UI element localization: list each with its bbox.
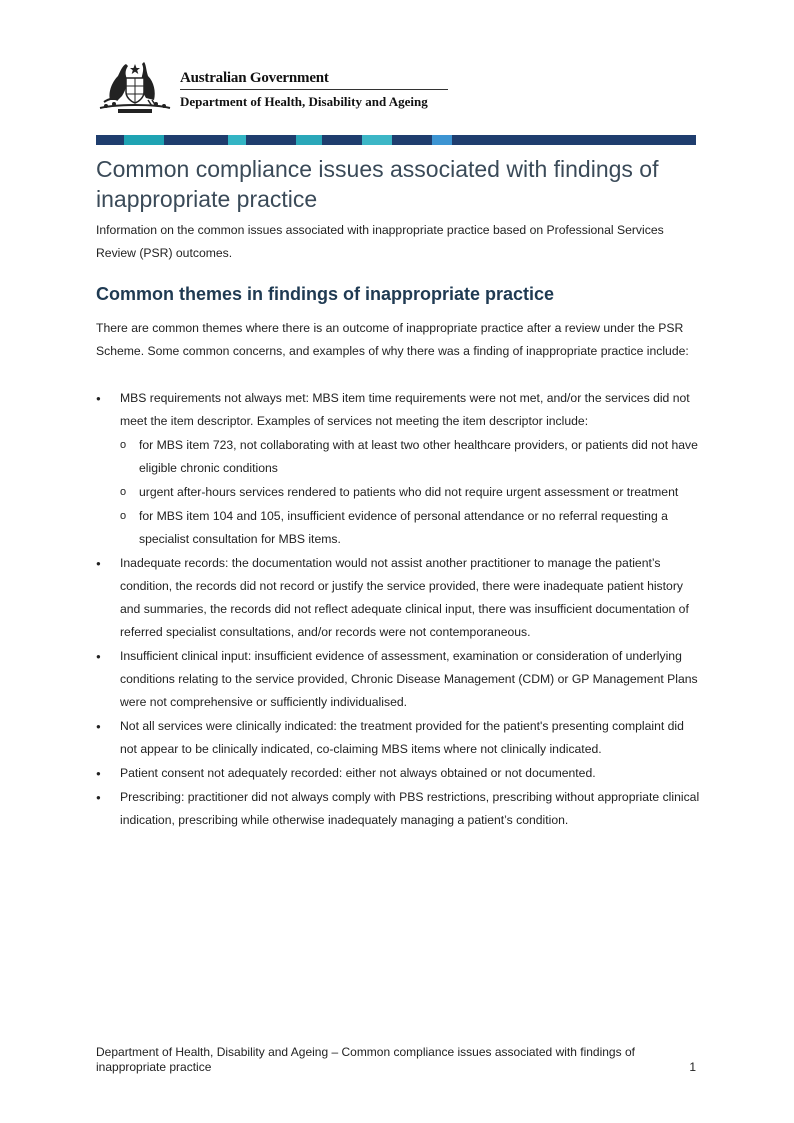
sub-list-item-text: for MBS item 104 and 105, insufficient evidence of personal attendance or no referral requesting a specialist consultation for MBS items.: [139, 509, 668, 546]
list-item-text: Insufficient clinical input: insufficient evidence of assessment, examination or consideration of underlying conditions relating to the service provided, Chronic Disease Management (CDM) or GP Management Plans were not comprehensive or sufficiently individualised.: [120, 649, 698, 709]
stripe-segment: [246, 135, 296, 145]
header-stripe: [96, 135, 696, 145]
government-name: Australian Government: [180, 70, 329, 86]
list-item-text: Prescribing: practitioner did not always comply with PBS restrictions, prescribing without appropriate clinical indication, prescribing while otherwise inadequately managing a patient’s condition.: [120, 790, 700, 827]
list-item: [96, 387, 700, 551]
sub-list-item: [120, 505, 700, 551]
stripe-segment: [322, 135, 362, 145]
footer-line-continued: inappropriate practice: [96, 1060, 212, 1074]
sub-bullet-icon: o: [120, 486, 127, 498]
stripe-segment: [452, 135, 696, 145]
sub-bullet-icon: o: [120, 439, 127, 451]
list-item: [96, 645, 700, 714]
logo-divider: [180, 89, 448, 90]
bullet-icon: ●: [96, 559, 101, 568]
sub-list-item-text: urgent after-hours services rendered to patients who did not require urgent assessment or treatment: [139, 485, 679, 499]
findings-list: [96, 387, 700, 833]
intro-paragraph: Information on the common issues associated with inappropriate practice based on Professional Services Review (PSR) outcomes.: [96, 223, 664, 260]
sub-bullet-icon: o: [120, 510, 127, 522]
stripe-segment: [164, 135, 198, 145]
stripe-segment: [228, 135, 246, 145]
department-name: Department of Health, Disability and Ageing: [180, 94, 428, 109]
government-logo: [96, 56, 456, 116]
sub-list-item-text: for MBS item 723, not collaborating with at least two other healthcare providers, or patients did not have eligible chronic conditions: [139, 438, 698, 475]
page-number: 1: [689, 1060, 696, 1074]
list-item-text: Inadequate records: the documentation would not assist another practitioner to manage the patient’s condition, the records did not record or justify the service provided, there were inadequate patient history and summaries, the records did not reflect adequate clinical input, there was insufficient documentation of referred specialist consultations, and/or records were not contemporaneous.: [120, 556, 689, 639]
coat-of-arms-icon: [96, 56, 174, 116]
list-item: [96, 786, 700, 832]
stripe-segment: [432, 135, 452, 145]
list-item: [96, 552, 700, 644]
bullet-icon: ●: [96, 722, 101, 731]
stripe-segment: [362, 135, 392, 145]
sub-list-item: [120, 434, 700, 480]
footer-line: Department of Health, Disability and Ageing – Common compliance issues associated with findings of: [96, 1045, 635, 1059]
stripe-segment: [124, 135, 164, 145]
stripe-segment: [198, 135, 228, 145]
stripe-segment: [392, 135, 432, 145]
stripe-segment: [96, 135, 124, 145]
sub-list-item: [120, 481, 700, 504]
bullet-icon: ●: [96, 793, 101, 802]
bullet-icon: ●: [96, 769, 101, 778]
list-item-text: Patient consent not adequately recorded: either not always obtained or not documented.: [120, 766, 596, 780]
lead-paragraph: There are common themes where there is an outcome of inappropriate practice after a review under the PSR Scheme. Some common concerns, and examples of why there was a finding of inappropriate practice include:: [96, 321, 689, 358]
sub-list: [120, 434, 700, 551]
list-item-text: MBS requirements not always met: MBS item time requirements were not met, and/or the services did not meet the item descriptor. Examples of services not meeting the item descriptor include:: [120, 391, 690, 428]
section-heading: Common themes in findings of inappropriate practice: [96, 284, 555, 304]
page-title: Common compliance issues associated with findings of inappropriate practice: [96, 156, 659, 212]
stripe-segment: [296, 135, 322, 145]
bullet-icon: ●: [96, 652, 101, 661]
list-item: [96, 762, 700, 785]
list-item: [96, 715, 700, 761]
page-footer: [96, 1045, 696, 1075]
list-item-text: Not all services were clinically indicated: the treatment provided for the patient's presenting complaint did not appear to be clinically indicated, co-claiming MBS items where not clinically indicated.: [120, 719, 684, 756]
bullet-icon: ●: [96, 394, 101, 403]
